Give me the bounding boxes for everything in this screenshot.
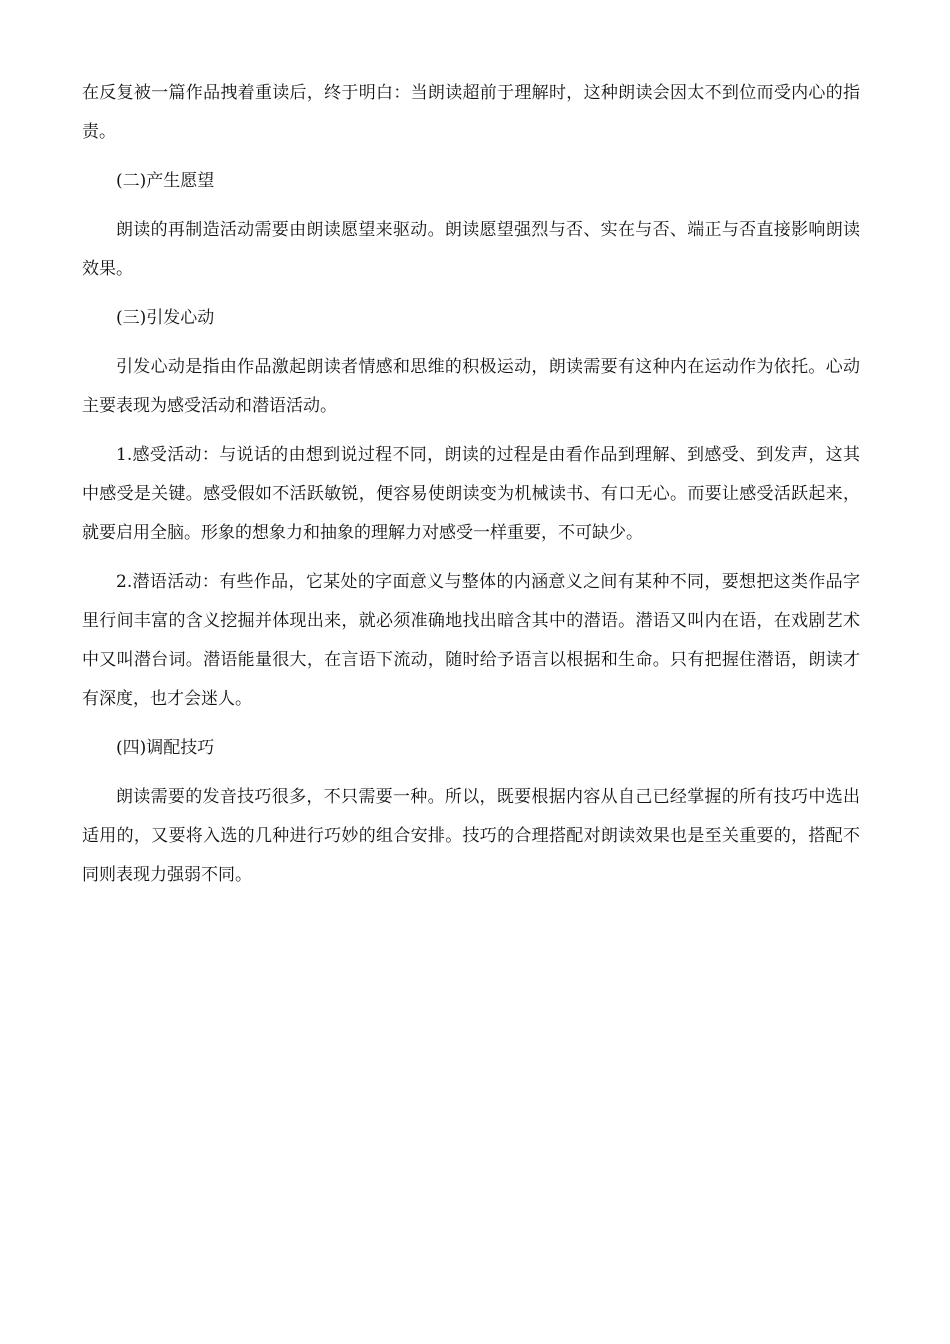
paragraph-feeling-activity: 1.感受活动：与说话的由想到说过程不同，朗读的过程是由看作品到理解、到感受、到发声，这其中感受是关键。感受假如不活跃敏锐，便容易使朗读变为机械读书、有口无心。而要让感受活跃起来，就要启用全脑。形象的想象力和抽象的理解力对感受一样重要，不可缺少。 [82,445,860,543]
section-heading-technique: (四)调配技巧 [116,738,215,758]
paragraph-heart: 引发心动是指由作品激起朗读者情感和思维的积极运动，朗读需要有这种内在运动作为依托。心动主要表现为感受活动和潜语活动。 [82,357,860,416]
document-page [82,74,860,905]
section-heading-heart: (三)引发心动 [116,308,215,328]
paragraph-subtext-activity: 2.潜语活动：有些作品，它某处的字面意义与整体的内涵意义之间有某种不同，要想把这类作品字里行间丰富的含义挖掘并体现出来，就必须准确地找出暗含其中的潜语。潜语又叫内在语，在戏剧艺术中又叫潜台词。潜语能量很大，在言语下流动，随时给予语言以根据和生命。只有把握住潜语，朗读才有深度，也才会迷人。 [82,572,860,709]
paragraph-technique: 朗读需要的发音技巧很多，不只需要一种。所以，既要根据内容从自己已经掌握的所有技巧中选出适用的，又要将入选的几种进行巧妙的组合安排。技巧的合理搭配对朗读效果也是至关重要的，搭配不同则表现力强弱不同。 [82,787,860,885]
paragraph-desire: 朗读的再制造活动需要由朗读愿望来驱动。朗读愿望强烈与否、实在与否、端正与否直接影响朗读效果。 [82,220,860,279]
paragraph-continuation: 在反复被一篇作品拽着重读后，终于明白：当朗读超前于理解时，这种朗读会因太不到位而受内心的指责。 [82,83,860,142]
section-heading-desire: (二)产生愿望 [116,171,215,191]
